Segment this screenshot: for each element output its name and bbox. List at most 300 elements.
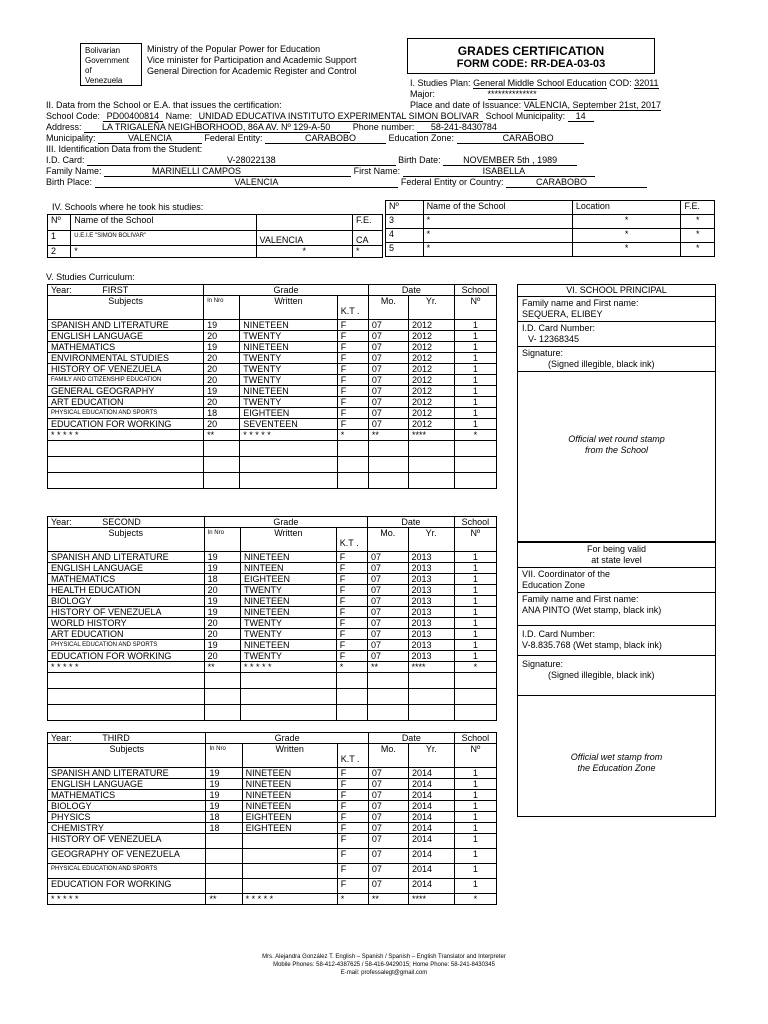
- table-row: [48, 801, 497, 812]
- table-cell: 20: [204, 375, 240, 386]
- translator-footer: [200, 953, 568, 977]
- table-cell: *: [572, 243, 681, 257]
- table-cell: 07: [368, 801, 408, 812]
- date-header: Date: [368, 285, 454, 296]
- table-row: [48, 823, 497, 834]
- th-no: Nº: [48, 215, 71, 231]
- education-zone-value: CARABOBO: [457, 133, 584, 144]
- table-cell: [240, 673, 336, 689]
- table-cell: * * * * *: [240, 662, 336, 673]
- table-cell: TWENTY: [240, 397, 337, 408]
- table-cell: F: [337, 419, 368, 430]
- table-cell: PHYSICAL EDUCATION AND SPORTS: [48, 864, 206, 879]
- table-cell: 2013: [408, 629, 454, 640]
- table-cell: 1: [48, 231, 71, 246]
- table-cell: NINETEEN: [240, 320, 337, 331]
- footer-line: Mobile Phones: 58-412-4387625 / 58-416-9429015; Home Phone: 58-241-8430345: [273, 962, 495, 968]
- table-cell: [368, 705, 408, 721]
- table-cell: 2013: [408, 563, 454, 574]
- table-cell: [242, 864, 337, 879]
- table-cell: BIOLOGY: [48, 801, 206, 812]
- table-cell: F: [336, 629, 367, 640]
- table-cell: *: [423, 243, 572, 257]
- school-code-line: [46, 111, 594, 122]
- table-cell: 07: [368, 864, 408, 879]
- table-cell: F: [337, 342, 368, 353]
- table-cell: 07: [368, 585, 408, 596]
- table-cell: 20: [204, 364, 240, 375]
- table-cell: [240, 689, 336, 705]
- table-cell: 2013: [408, 596, 454, 607]
- table-row: [48, 849, 497, 864]
- gov-line: of: [85, 66, 92, 75]
- table-cell: NINETEEN: [240, 386, 337, 397]
- coordinator-title: [518, 568, 715, 593]
- table-cell: 1: [454, 419, 496, 430]
- page-title: GRADES CERTIFICATION: [457, 44, 605, 58]
- table-cell: [204, 473, 240, 489]
- table-row: [48, 517, 497, 528]
- studies-plan: [410, 78, 659, 89]
- table-cell: [408, 673, 454, 689]
- table-cell: 2012: [408, 397, 454, 408]
- stamp-line: the Education Zone: [577, 763, 656, 773]
- principal-signature-value: (Signed illegible, black ink): [548, 359, 655, 369]
- th-no: Nº: [386, 201, 424, 215]
- table-cell: TWENTY: [240, 375, 337, 386]
- table-cell: *: [454, 430, 496, 441]
- table-cell: F: [337, 408, 368, 419]
- table-cell: 18: [206, 823, 242, 834]
- table-cell: **: [368, 430, 408, 441]
- table-cell: SPANISH AND LITERATURE: [48, 768, 206, 779]
- ministry-line: General Direction for Academic Register and Control: [147, 66, 357, 76]
- phone-label: Phone number:: [352, 122, 415, 132]
- table-cell: TWENTY: [240, 364, 337, 375]
- table-row: [48, 779, 497, 790]
- th-fe: F.E.: [681, 201, 715, 215]
- table-row: [48, 834, 497, 849]
- country-value: CARABOBO: [506, 177, 647, 188]
- table-cell: 1: [454, 596, 496, 607]
- table-cell: 1: [454, 640, 496, 651]
- table-cell: TWENTY: [240, 585, 336, 596]
- table-cell: * * * * *: [242, 894, 337, 905]
- table-cell: 1: [454, 779, 496, 790]
- table-row: [48, 879, 497, 894]
- year-label: Year:: [51, 733, 72, 743]
- table-cell: F: [337, 331, 368, 342]
- table-cell: 18: [204, 408, 240, 419]
- principal-panel: [517, 284, 716, 542]
- table-cell: ENVIRONMENTAL STUDIES: [48, 353, 204, 364]
- table-cell: F: [336, 618, 367, 629]
- table-cell: CHEMISTRY: [48, 823, 206, 834]
- ministry-heading: [147, 44, 397, 77]
- footer-line: E-mail: professalegt@gmail.com: [340, 970, 428, 976]
- grade-header: Grade: [206, 733, 368, 744]
- table-cell: 1: [454, 629, 496, 640]
- table-cell: [408, 705, 454, 721]
- table-cell: F: [337, 768, 368, 779]
- table-cell: 2014: [408, 879, 454, 894]
- table-row: [48, 705, 497, 721]
- birth-date-value: NOVEMBER 5th , 1989: [443, 155, 577, 166]
- year-label: Year:: [51, 285, 72, 295]
- first-name-value: ISABELLA: [403, 166, 596, 177]
- table-cell: 07: [368, 768, 408, 779]
- kt-header: K.T .: [336, 528, 367, 552]
- valid-line: For being valid: [586, 544, 647, 554]
- school-municipality-label: School Municipality:: [485, 111, 566, 121]
- table-cell: 19: [204, 386, 240, 397]
- principal-signature-label: Signature:: [522, 348, 564, 358]
- table-cell: [408, 689, 454, 705]
- table-cell: 07: [368, 419, 408, 430]
- table-cell: [48, 457, 204, 473]
- table-cell: NINETEEN: [242, 779, 337, 790]
- coordinator-panel: [517, 542, 716, 817]
- table-cell: HISTORY OF VENEZUELA: [48, 607, 205, 618]
- table-cell: 18: [204, 574, 240, 585]
- table-cell: 20: [204, 397, 240, 408]
- table-cell: F: [336, 607, 367, 618]
- table-cell: VALENCIA: [256, 231, 353, 246]
- table-cell: ART EDUCATION: [48, 397, 204, 408]
- table-row: [48, 231, 383, 246]
- table-cell: TWENTY: [240, 651, 336, 662]
- table-cell: 2013: [408, 585, 454, 596]
- table-row: [48, 689, 497, 705]
- table-cell: 5: [386, 243, 424, 257]
- table-cell: 2013: [408, 607, 454, 618]
- table-cell: SPANISH AND LITERATURE: [48, 320, 204, 331]
- table-cell: 1: [454, 651, 496, 662]
- table-cell: 07: [368, 364, 408, 375]
- table-cell: 19: [206, 790, 242, 801]
- table-cell: TWENTY: [240, 331, 337, 342]
- table-cell: F: [337, 823, 368, 834]
- table-row: [48, 768, 497, 779]
- birth-place-label: Birth Place:: [46, 177, 93, 187]
- table-cell: * * * * *: [48, 894, 206, 905]
- table-cell: 2014: [408, 790, 454, 801]
- school-no-header: Nº: [454, 528, 496, 552]
- table-cell: F: [337, 849, 368, 864]
- table-cell: 2013: [408, 651, 454, 662]
- subjects-header: Subjects: [48, 528, 205, 552]
- table-cell: 3: [386, 215, 424, 229]
- gov-line: Venezuela: [85, 76, 123, 85]
- table-cell: [454, 441, 496, 457]
- table-cell: 2012: [408, 419, 454, 430]
- principal-name-value: SEQUERA, ELIBEY: [522, 309, 603, 319]
- table-cell: ENGLISH LANGUAGE: [48, 563, 205, 574]
- table-cell: [48, 473, 204, 489]
- table-cell: GENERAL GEOGRAPHY: [48, 386, 204, 397]
- table-cell: 20: [204, 585, 240, 596]
- table-cell: EIGHTEEN: [242, 823, 337, 834]
- table-cell: 1: [454, 364, 496, 375]
- school-header: School: [454, 517, 496, 528]
- table-cell: F: [336, 563, 367, 574]
- table-cell: 1: [454, 812, 496, 823]
- table-cell: 19: [204, 563, 240, 574]
- table-row: [48, 574, 497, 585]
- table-cell: NINTEEN: [240, 563, 336, 574]
- table-cell: 07: [368, 790, 408, 801]
- table-row: [48, 331, 497, 342]
- table-cell: 19: [204, 596, 240, 607]
- table-cell: *: [572, 215, 681, 229]
- table-row: [48, 651, 497, 662]
- major-value: **************: [487, 89, 537, 99]
- written-header: Written: [240, 296, 337, 320]
- table-row: [48, 607, 497, 618]
- table-cell: [368, 689, 408, 705]
- coordinator-signature-label: Signature:: [522, 659, 564, 669]
- table-cell: [242, 834, 337, 849]
- year-table: [47, 516, 497, 721]
- table-cell: 07: [368, 408, 408, 419]
- table-cell: 07: [368, 375, 408, 386]
- table-cell: 07: [368, 823, 408, 834]
- student-id-line: [46, 155, 577, 166]
- table-cell: 20: [204, 419, 240, 430]
- issuance-label: Place and date of Issuance:: [410, 100, 522, 110]
- cod-value: 32011: [634, 78, 659, 88]
- table-cell: [240, 473, 337, 489]
- table-cell: [48, 705, 205, 721]
- table-cell: 1: [454, 552, 496, 563]
- table-cell: PHYSICAL EDUCATION AND SPORTS: [48, 408, 204, 419]
- table-cell: 07: [368, 552, 408, 563]
- table-cell: 1: [454, 386, 496, 397]
- written-header: Written: [240, 528, 336, 552]
- table-cell: 2012: [408, 408, 454, 419]
- coordinator-signature-value: (Signed illegible, black ink): [548, 670, 655, 680]
- date-header: Date: [368, 733, 454, 744]
- table-cell: 2013: [408, 552, 454, 563]
- table-cell: BIOLOGY: [48, 596, 205, 607]
- table-cell: ****: [408, 662, 454, 673]
- table-cell: [206, 834, 242, 849]
- table-row: [48, 408, 497, 419]
- table-row: [48, 812, 497, 823]
- table-cell: ****: [408, 430, 454, 441]
- table-cell: 07: [368, 779, 408, 790]
- coordinator-name-label: Family name and First name:: [522, 594, 639, 604]
- table-cell: 07: [368, 320, 408, 331]
- table-cell: *: [423, 215, 572, 229]
- table-cell: *: [353, 246, 383, 258]
- table-row: [386, 229, 715, 243]
- table-cell: F: [337, 864, 368, 879]
- coordinator-signature-box: [518, 656, 715, 696]
- table-cell: [240, 457, 337, 473]
- year-cell: [48, 285, 204, 296]
- table-cell: 1: [454, 331, 496, 342]
- table-cell: [206, 849, 242, 864]
- table-cell: EIGHTEEN: [242, 812, 337, 823]
- school-no-header: Nº: [454, 744, 496, 768]
- table-cell: 07: [368, 618, 408, 629]
- student-name-line: [46, 166, 595, 177]
- table-cell: [336, 673, 367, 689]
- education-zone-label: Education Zone:: [388, 133, 455, 143]
- principal-id-box: [518, 322, 715, 347]
- table-cell: F: [337, 812, 368, 823]
- table-cell: *: [681, 243, 715, 257]
- written-header: Written: [242, 744, 337, 768]
- stamp-line: from the School: [584, 445, 649, 455]
- school-header: School: [454, 733, 496, 744]
- curriculum-title: V. Studies Curriculum:: [46, 272, 135, 282]
- table-cell: 19: [206, 801, 242, 812]
- table-cell: 1: [454, 563, 496, 574]
- table-cell: [337, 473, 368, 489]
- principal-id-label: I.D. Card Number:: [522, 323, 596, 333]
- zone-stamp: [518, 696, 715, 774]
- table-cell: TWENTY: [240, 353, 337, 364]
- table-cell: 07: [368, 397, 408, 408]
- schools-table-left: [47, 214, 383, 258]
- table-cell: ENGLISH LANGUAGE: [48, 779, 206, 790]
- table-cell: [454, 689, 496, 705]
- table-cell: 20: [204, 651, 240, 662]
- table-cell: F: [337, 386, 368, 397]
- table-cell: GEOGRAPHY OF VENEZUELA: [48, 849, 206, 864]
- table-cell: MATHEMATICS: [48, 790, 206, 801]
- major-label: Major:: [410, 89, 436, 99]
- phone-value: 58-241-8430784: [417, 122, 533, 133]
- table-row: [386, 215, 715, 229]
- schools-section-title: IV. Schools where he took his studies:: [52, 202, 204, 212]
- table-cell: 07: [368, 331, 408, 342]
- table-cell: [204, 457, 240, 473]
- table-cell: F: [336, 596, 367, 607]
- principal-signature-box: [518, 347, 715, 372]
- address-label: Address:: [46, 122, 82, 132]
- table-cell: NINETEEN: [240, 640, 336, 651]
- table-cell: PHYSICAL EDUCATION AND SPORTS: [48, 640, 205, 651]
- table-cell: [336, 705, 367, 721]
- student-id-value: V-28022138: [87, 155, 396, 166]
- table-cell: [204, 705, 240, 721]
- table-row: [48, 563, 497, 574]
- table-cell: EIGHTEEN: [240, 408, 337, 419]
- student-id-label: I.D. Card:: [46, 155, 85, 165]
- table-cell: 07: [368, 607, 408, 618]
- title-box: [407, 38, 655, 74]
- table-row: [48, 662, 497, 673]
- table-cell: HISTORY OF VENEZUELA: [48, 834, 206, 849]
- table-cell: [48, 441, 204, 457]
- table-cell: EDUCATION FOR WORKING: [48, 879, 206, 894]
- table-cell: F: [336, 574, 367, 585]
- th-location: Location: [572, 201, 681, 215]
- table-cell: *: [423, 229, 572, 243]
- table-cell: TWENTY: [240, 629, 336, 640]
- table-cell: 1: [454, 823, 496, 834]
- table-cell: F: [337, 879, 368, 894]
- stamp-line: Official wet round stamp: [568, 434, 665, 444]
- table-cell: 07: [368, 629, 408, 640]
- kt-header: K.T .: [337, 296, 368, 320]
- table-row: [48, 441, 497, 457]
- table-cell: 1: [454, 375, 496, 386]
- table-cell: 1: [454, 618, 496, 629]
- table-cell: [454, 457, 496, 473]
- table-cell: **: [368, 894, 408, 905]
- coordinator-title-line: Education Zone: [522, 580, 586, 590]
- table-row: [48, 673, 497, 689]
- table-cell: 2014: [408, 864, 454, 879]
- table-cell: [408, 473, 454, 489]
- plan-label: I. Studies Plan:: [410, 78, 471, 88]
- table-cell: 1: [454, 790, 496, 801]
- th-fe: F.E.: [353, 215, 383, 231]
- table-cell: F: [337, 397, 368, 408]
- table-cell: [454, 473, 496, 489]
- table-cell: [48, 689, 205, 705]
- th-school-name: Name of the School: [423, 201, 572, 215]
- table-cell: 1: [454, 879, 496, 894]
- table-cell: [204, 441, 240, 457]
- table-cell: *: [256, 246, 353, 258]
- table-cell: 19: [204, 320, 240, 331]
- school-code-value: PD00400814: [103, 111, 164, 122]
- major: [410, 89, 537, 100]
- table-cell: 1: [454, 320, 496, 331]
- table-cell: 1: [454, 353, 496, 364]
- table-cell: U.E.I.E "SIMON BOLIVAR": [71, 231, 256, 246]
- table-cell: 2012: [408, 386, 454, 397]
- coordinator-name-value: ANA PINTO (Wet stamp, black ink): [522, 605, 662, 615]
- table-cell: [204, 673, 240, 689]
- table-cell: 07: [368, 812, 408, 823]
- table-row: [48, 790, 497, 801]
- table-cell: [336, 689, 367, 705]
- first-name-label: First Name:: [353, 166, 401, 176]
- birth-date-label: Birth Date:: [398, 155, 441, 165]
- table-cell: MATHEMATICS: [48, 342, 204, 353]
- table-cell: 2014: [408, 849, 454, 864]
- table-cell: 07: [368, 849, 408, 864]
- family-name-label: Family Name:: [46, 166, 102, 176]
- table-row: [48, 246, 383, 258]
- principal-name-box: [518, 297, 715, 322]
- table-cell: 2012: [408, 353, 454, 364]
- table-cell: *: [337, 430, 368, 441]
- stamp-line: Official wet stamp from: [570, 752, 663, 762]
- table-cell: CA: [353, 231, 383, 246]
- table-row: [48, 397, 497, 408]
- table-cell: F: [337, 353, 368, 364]
- table-cell: 07: [368, 640, 408, 651]
- table-cell: 20: [204, 331, 240, 342]
- table-cell: NINETEEN: [242, 768, 337, 779]
- table-cell: 2014: [408, 801, 454, 812]
- table-row: [48, 419, 497, 430]
- innr-header: In Nro: [204, 528, 240, 552]
- coordinator-id-value: V-8.835.768 (Wet stamp, black ink): [522, 640, 662, 650]
- table-cell: 19: [204, 342, 240, 353]
- table-cell: FAMILY AND CITIZENSHIP EDUCATION: [48, 375, 204, 386]
- birth-place-line: [46, 177, 647, 188]
- table-cell: **: [368, 662, 408, 673]
- table-cell: 1: [454, 768, 496, 779]
